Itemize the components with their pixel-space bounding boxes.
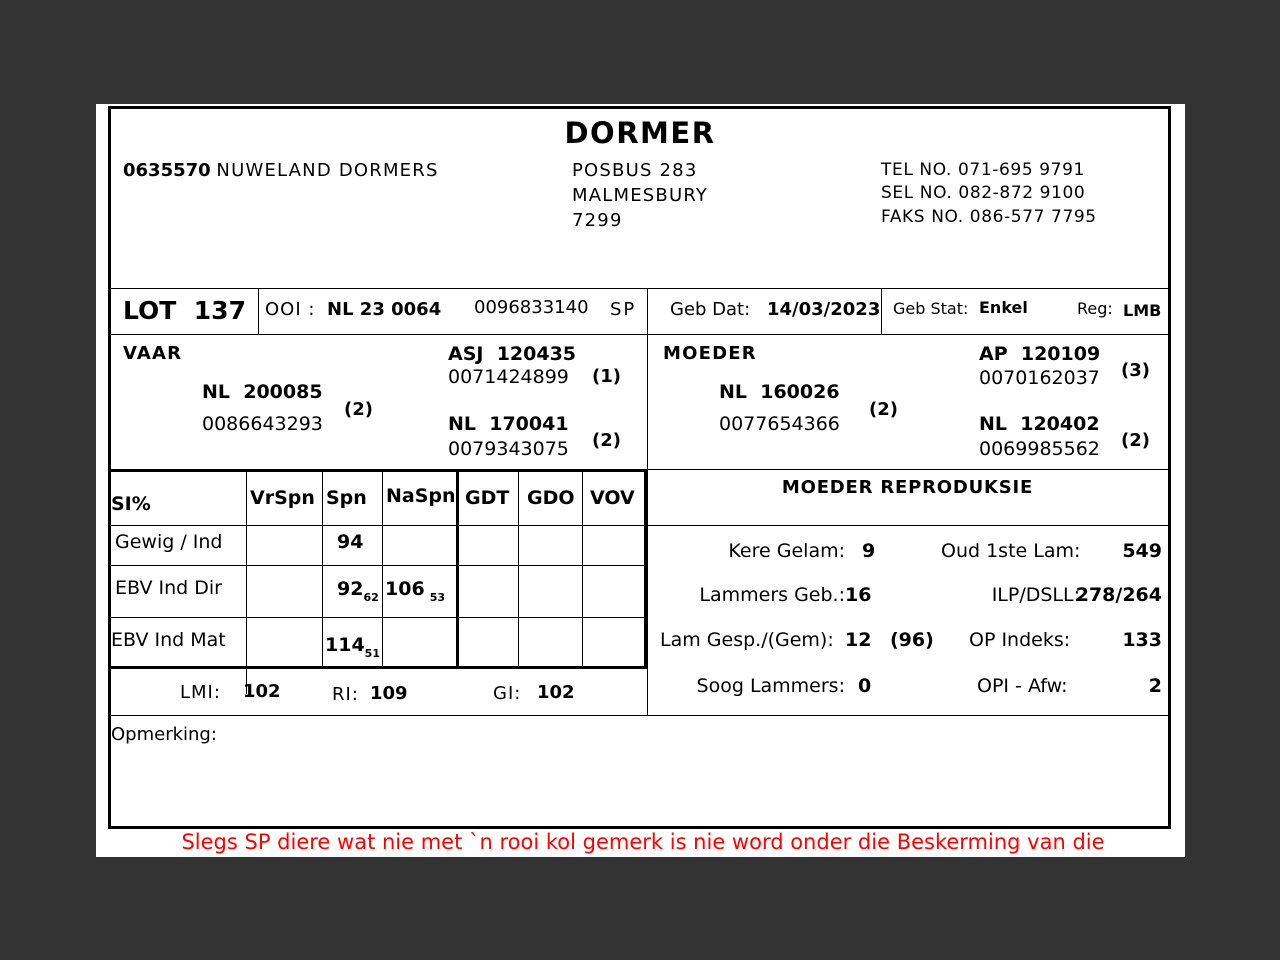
lot-number: 137 [193, 296, 246, 325]
divider-lot [111, 334, 1168, 335]
si-col-line-1 [246, 472, 247, 694]
gi-value: 102 [537, 682, 575, 703]
si-row-label-ebv-mat: EBV Ind Mat [111, 629, 226, 651]
si-cell-ebv-mat-spn: $114_{51}$ [325, 634, 380, 660]
si-table-bottom [108, 666, 647, 669]
birth-status-label: Geb Stat: [893, 299, 969, 318]
dam-id: NL 160026 [719, 381, 840, 403]
si-table-mid-thick [456, 469, 459, 669]
dam-of-dam-number: 0069985562 [979, 438, 1100, 460]
sire-of-sire-id: ASJ 120435 [448, 343, 577, 365]
ri-value: 109 [370, 683, 408, 704]
accuracy-subscript: 53 [429, 591, 446, 604]
breeder-line [123, 160, 439, 181]
ooi-label: OOI : [265, 299, 316, 320]
reg-label: Reg: [1077, 299, 1113, 318]
accuracy-subscript: 51 [364, 647, 380, 660]
si-row-label-ebv-dir: EBV Ind Dir [115, 577, 222, 599]
si-cell-weight-spn: 94 [337, 531, 364, 553]
op-index-value: 133 [1122, 629, 1162, 651]
sire-of-sire-grade: (1) [592, 366, 621, 387]
footer-notice: Slegs SP diere wat nie met `n rooi kol gemerk is nie word onder die Beskerming van die [181, 830, 1105, 854]
breeder-number: 0635570 [123, 160, 211, 181]
lambs-born-label: Lammers Geb.: [699, 584, 845, 606]
opi-dev-value: 2 [1148, 675, 1162, 697]
address-line-3: 7299 [572, 210, 623, 231]
times-lambed-value: 9 [862, 540, 876, 562]
si-col-header-naspn: NaSpn [386, 485, 456, 507]
si-col-line-6 [582, 472, 583, 666]
si-col-line-3 [382, 472, 383, 666]
reg-value: LMB [1123, 301, 1162, 320]
breeder-name: NUWELAND DORMERS [216, 160, 439, 181]
contact-tel: TEL NO. 071-695 9791 [881, 160, 1085, 180]
si-table-top [108, 469, 647, 472]
si-col-header-spn: Spn [326, 487, 367, 509]
ooi-id: NL 23 0064 [327, 299, 442, 320]
si-col-header-gdt: GDT [465, 487, 510, 509]
address-line-1: POSBUS 283 [572, 160, 698, 181]
si-row-line-2 [111, 565, 644, 566]
sire-number: 0086643293 [202, 413, 323, 435]
si-col-line-5 [518, 472, 519, 666]
suckling-lambs-label: Soog Lammers: [696, 675, 845, 697]
lambs-born-value: 16 [845, 584, 872, 606]
si-table-right [644, 469, 647, 669]
sire-of-dam-number: 0070162037 [979, 367, 1100, 389]
lambs-weaned-label: Lam Gesp./(Gem): [660, 629, 834, 651]
dam-label: MOEDER [663, 343, 757, 364]
lambs-weaned-avg: (96) [890, 629, 934, 651]
sire-of-dam-grade: (3) [1121, 360, 1150, 381]
dam-grade: (2) [869, 399, 898, 420]
sire-of-dam-id: AP 120109 [979, 343, 1101, 365]
outer-border-top [108, 106, 1171, 109]
dam-of-sire-grade: (2) [592, 430, 621, 451]
sire-of-sire-number: 0071424899 [448, 366, 569, 388]
age-first-lamb-label: Oud 1ste Lam: [941, 540, 1081, 562]
suckling-lambs-value: 0 [858, 675, 872, 697]
dam-of-sire-id: NL 170041 [448, 413, 569, 435]
lot-label: LOT 137 [123, 296, 246, 325]
divider-header [111, 288, 1168, 289]
sire-grade: (2) [344, 399, 373, 420]
dam-reproduction-title: MOEDER REPRODUKSIE [781, 477, 1034, 498]
outer-border-left [108, 106, 111, 829]
si-corner-label: SI% [111, 493, 151, 515]
si-row-line-1 [111, 525, 644, 526]
divider-right-repro-title [647, 525, 1168, 526]
op-index-label: OP Indeks: [969, 629, 1071, 651]
si-cell-ebv-dir-naspn: 106 $_{53}$ [385, 578, 446, 604]
remarks-field[interactable] [230, 724, 1160, 820]
address-line-2: MALMESBURY [572, 185, 709, 206]
si-col-line-2 [322, 472, 323, 666]
divider-right-parents [647, 469, 1168, 470]
ooi-grade: SP [610, 299, 637, 320]
times-lambed-label: Kere Gelam: [728, 540, 845, 562]
ri-label: RI: [332, 684, 359, 705]
dam-of-dam-grade: (2) [1121, 430, 1150, 451]
birth-status: Enkel [979, 298, 1028, 317]
accuracy-subscript: 62 [363, 591, 379, 604]
divider-indices-bottom [111, 715, 1168, 716]
dam-of-sire-number: 0079343075 [448, 438, 569, 460]
divider-lot-v3 [881, 288, 882, 334]
opi-dev-label: OPI - Afw: [977, 675, 1068, 697]
divider-lot-v1 [258, 288, 259, 334]
divider-main-vertical [647, 288, 648, 715]
si-row-line-3 [111, 617, 644, 618]
lmi-label: LMI: [180, 682, 221, 703]
sire-label: VAAR [123, 343, 183, 364]
si-row-label-weight: Gewig / Ind [115, 531, 223, 553]
lmi-value: 102 [243, 681, 281, 702]
sire-id: NL 200085 [202, 381, 323, 403]
outer-border-right [1168, 106, 1171, 829]
breed-title: DORMER [564, 116, 716, 150]
birth-date-label: Geb Dat: [670, 299, 751, 320]
contact-cell: SEL NO. 082-872 9100 [881, 183, 1086, 203]
remarks-label: Opmerking: [111, 724, 217, 745]
si-cell-ebv-dir-spn: $92_{62}$ [337, 578, 379, 604]
si-col-header-vrspn: VrSpn [250, 487, 315, 509]
si-col-header-vov: VOV [590, 487, 635, 509]
contact-fax: FAKS NO. 086-577 7795 [881, 207, 1097, 227]
gi-label: GI: [493, 683, 522, 704]
ilp-dsll-label: ILP/DSLL: [991, 584, 1080, 606]
dam-of-dam-id: NL 120402 [979, 413, 1100, 435]
birth-date: 14/03/2023 [767, 299, 881, 320]
age-first-lamb-value: 549 [1122, 540, 1162, 562]
si-col-header-gdo: GDO [527, 487, 575, 509]
ooi-number: 0096833140 [474, 297, 589, 318]
lambs-weaned-value: 12 [845, 629, 872, 651]
dam-number: 0077654366 [719, 413, 840, 435]
ilp-dsll-value: 278/264 [1075, 584, 1162, 606]
outer-border-bottom [108, 826, 1171, 829]
